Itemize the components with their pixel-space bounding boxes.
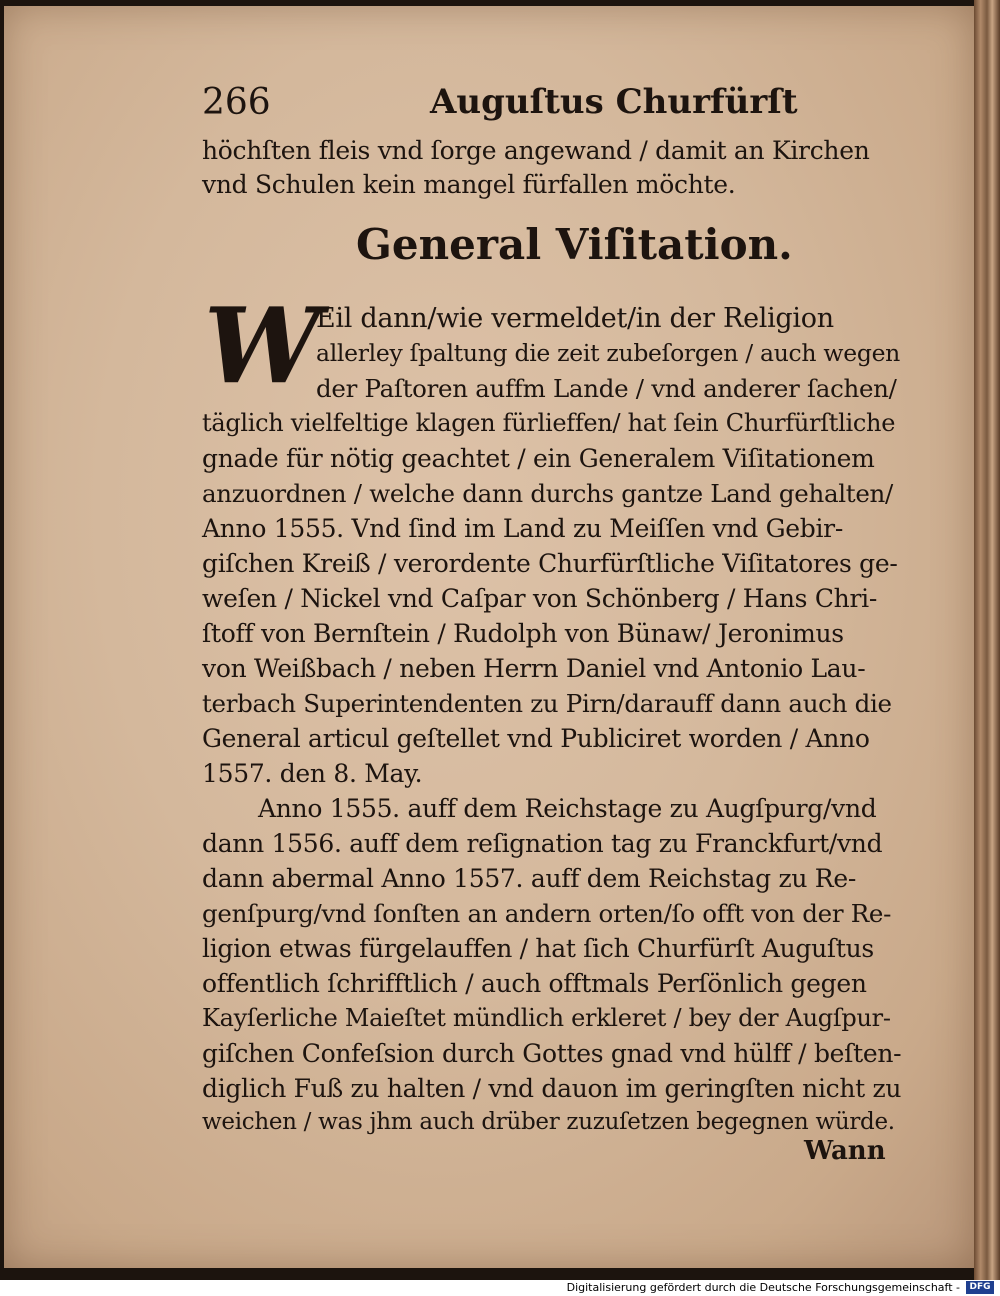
footer-credit: Digitalisierung gefördert durch die Deutsche Forschungsgemeinschaft - xyxy=(566,1281,960,1294)
page-edge xyxy=(974,0,1000,1280)
body-line: giſchen Confeſsion durch Gottes gnad vnd hülff / beſten- xyxy=(202,1039,902,1068)
page-header xyxy=(202,82,902,132)
body-line: offentlich ſchrifftlich / auch offtmals Perſönlich gegen xyxy=(202,969,867,998)
running-head: Auguſtus Churfürſt xyxy=(430,82,798,122)
section-heading: General Viſitation. xyxy=(356,220,793,269)
body-line: anzuordnen / welche dann durchs gantze Land gehalten/ xyxy=(202,479,893,508)
body-line: genſpurg/vnd ſonſten an andern orten/ſo offt von der Re- xyxy=(202,899,892,928)
body-line: diglich Fuß zu halten / vnd dauon im geringſten nicht zu xyxy=(202,1074,902,1103)
dfg-logo: DFG xyxy=(966,1281,994,1294)
body-line: terbach Superintendenten zu Pirn/darauff dann auch die xyxy=(202,689,892,718)
digitization-footer xyxy=(0,1280,1000,1296)
body-line: dann 1556. auff dem reſignation tag zu Franckfurt/vnd xyxy=(202,829,883,858)
body-line: Kayſerliche Maieſtet mündlich erkleret / bey der Augſpur- xyxy=(202,1004,891,1032)
body-line: weichen / was jhm auch drüber zuzuſetzen begegnen würde. xyxy=(202,1109,895,1135)
body-line: allerley ſpaltung die zeit zubeſorgen / auch wegen xyxy=(316,339,901,367)
body-line: dann abermal Anno 1557. auff dem Reichstag zu Re- xyxy=(202,864,856,893)
body-line: vnd Schulen kein mangel fürfallen möchte. xyxy=(202,170,736,199)
body-line: Anno 1555. auff dem Reichstage zu Augſpurg/vnd xyxy=(258,794,877,823)
body-line: von Weißbach / neben Herrn Daniel vnd Antonio Lau- xyxy=(202,654,866,683)
page-number: 266 xyxy=(202,82,271,123)
body-line: der Paſtoren auffm Lande / vnd anderer ſachen/ xyxy=(316,374,897,403)
body-line: gnade für nötig geachtet / ein Generalem Viſitationem xyxy=(202,444,875,473)
body-line: General articul geſtellet vnd Publiciret worden / Anno xyxy=(202,724,870,753)
body-line: ſtoff von Bernſtein / Rudolph von Bünaw/ Jeronimus xyxy=(202,619,844,648)
body-line: Anno 1555. Vnd ſind im Land zu Meiſſen vnd Gebir- xyxy=(202,514,843,543)
body-line: giſchen Kreiß / verordente Churfürſtliche Viſitatores ge- xyxy=(202,549,898,578)
body-line: höchſten fleis vnd ſorge angewand / damit an Kirchen xyxy=(202,136,870,165)
body-line: 1557. den 8. May. xyxy=(202,759,423,788)
drop-initial: W xyxy=(204,284,321,407)
body-line: täglich vielfeltige klagen fürlieffen/ hat ſein Churfürſtliche xyxy=(202,409,896,437)
body-line: weſen / Nickel vnd Caſpar von Schönberg / Hans Chri- xyxy=(202,584,877,613)
book-page xyxy=(4,6,974,1268)
body-line: ligion etwas fürgelauffen / hat ſich Churfürſt Auguſtus xyxy=(202,934,874,963)
catchword: Wann xyxy=(804,1136,886,1166)
body-line: Eil dann/wie vermeldet/in der Religion xyxy=(316,303,834,334)
